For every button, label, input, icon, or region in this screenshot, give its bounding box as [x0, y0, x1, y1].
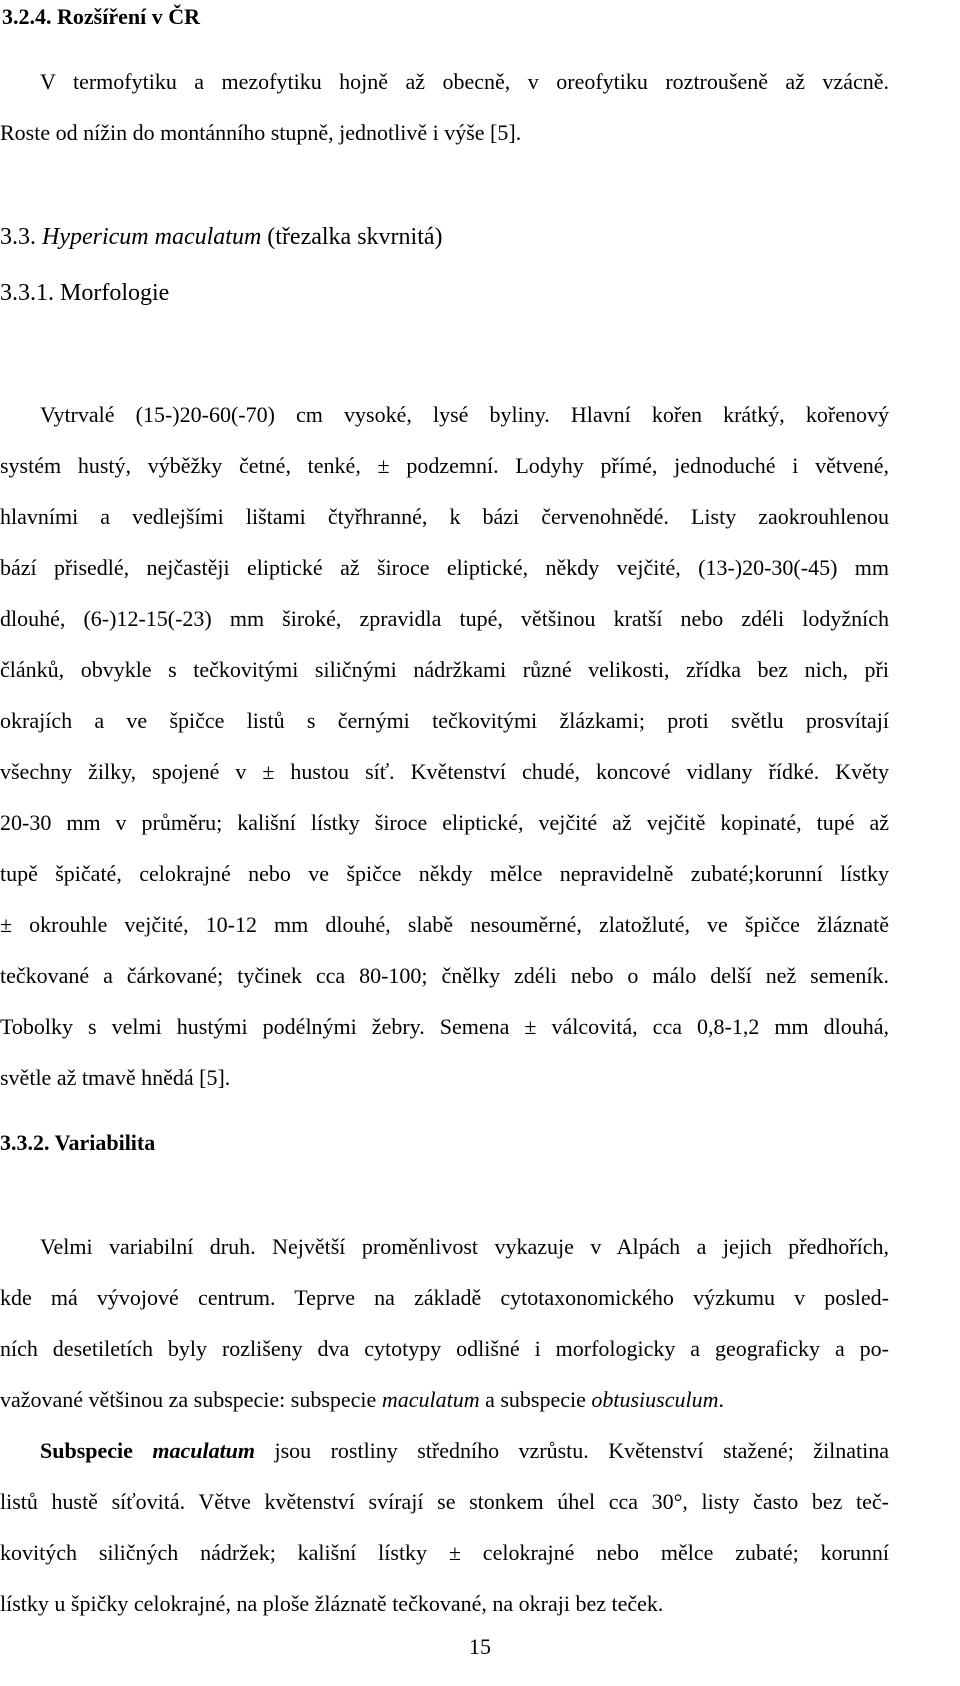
subspecies-label: Subspecie	[40, 1438, 153, 1463]
species-heading-number: 3.3.	[0, 224, 36, 250]
species-latin-name: Hypericum maculatum	[42, 224, 262, 250]
morphology-line-7: okrajích a ve špičce listů s černými tečkovitými žlázkami; proti světlu prosvítají	[0, 708, 889, 733]
morphology-line-9: 20-30 mm v průměru; kališní lístky široce eliptické, vejčité až vejčitě kopinaté, tupé až	[0, 810, 889, 835]
subspecies-line-3: kovitých siličných nádržek; kališní lístky ± celokrajné nebo mělce zubaté; korunní	[0, 1540, 889, 1565]
morphology-line-6: článků, obvykle s tečkovitými siličnými nádržkami různé velikosti, zřídka bez nich, při	[0, 657, 889, 682]
variability-line-1: Velmi variabilní druh. Největší proměnlivost vykazuje v Alpách a jejich předhořích,	[40, 1234, 889, 1259]
variability-line-3: ních desetiletích byly rozlišeny dva cytotypy odlišné i morfologicky a geograficky a po-	[0, 1336, 889, 1361]
morphology-line-5: dlouhé, (6-)12-15(-23) mm široké, zpravidla tupé, většinou kratší nebo zdéli lodyžních	[0, 606, 889, 631]
morphology-line-13: Tobolky s velmi hustými podélnými žebry. Semena ± válcovitá, cca 0,8-1,2 mm dlouhá,	[0, 1014, 889, 1039]
subspecies-name-maculatum: maculatum	[381, 1387, 480, 1412]
section-heading-species	[0, 222, 960, 252]
page-number: 15	[469, 1634, 491, 1659]
subspecies-line-1-text: jsou rostliny středního vzrůstu. Květenství stažené; žilnatina	[255, 1438, 889, 1463]
morphology-line-11: ± okrouhle vejčité, 10-12 mm dlouhé, slabě nesouměrné, zlatožluté, ve špičce žláznatě	[0, 912, 889, 937]
distribution-line-1: V termofytiku a mezofytiku hojně až obecně, v oreofytiku roztroušeně až vzácně.	[40, 69, 889, 94]
variability-line-4	[0, 1385, 960, 1415]
morphology-line-8: všechny žilky, spojené v ± hustou síť. Květenství chudé, koncové vidlany řídké. Květy	[0, 759, 889, 784]
morphology-line-1: Vytrvalé (15-)20-60(-70) cm vysoké, lysé byliny. Hlavní kořen krátký, kořenový	[40, 402, 889, 427]
subspecies-label-name: maculatum	[152, 1438, 256, 1463]
subspecies-line-1	[0, 1436, 889, 1466]
section-heading-variability: 3.3.2. Variabilita	[0, 1130, 156, 1155]
variability-line-4-text-c: a subspecie	[479, 1387, 592, 1412]
morphology-line-2: systém hustý, výběžky četné, tenké, ± podzemní. Lodyhy přímé, jednoduché i větvené,	[0, 453, 889, 478]
variability-line-4-text-e: .	[718, 1387, 724, 1412]
morphology-line-14: světle až tmavě hnědá [5].	[0, 1065, 231, 1090]
species-czech-name: (třezalka skvrnitá)	[267, 224, 443, 250]
variability-line-2: kde má vývojové centrum. Teprve na základě cytotaxonomického výzkumu v posled-	[0, 1285, 889, 1310]
morphology-line-4: bází přisedlé, nejčastěji eliptické až široce eliptické, někdy vejčité, (13-)20-30(-45) mm	[0, 555, 889, 580]
subspecies-line-2: listů hustě síťovitá. Větve květenství svírají se stonkem úhel cca 30°, listy často bez teč-	[0, 1489, 889, 1514]
morphology-line-3: hlavními a vedlejšími lištami čtyřhranné, k bázi červenohnědé. Listy zaokrouhlenou	[0, 504, 889, 529]
morphology-line-10: tupě špičaté, celokrajné nebo ve špičce někdy mělce nepravidelně zubaté;korunní lístky	[0, 861, 889, 886]
variability-line-4-text-a: važované většinou za subspecie: subspecie	[0, 1387, 382, 1412]
section-heading-morphology: 3.3.1. Morfologie	[0, 280, 170, 306]
section-heading-distribution: 3.2.4. Rozšíření v ČR	[2, 4, 200, 29]
subspecies-line-4: lístky u špičky celokrajné, na ploše žláznatě tečkované, na okraji bez teček.	[0, 1591, 664, 1616]
subspecies-name-obtusiusculum: obtusiusculum	[591, 1387, 719, 1412]
morphology-line-12: tečkované a čárkované; tyčinek cca 80-100; čnělky zdéli nebo o málo delší než semeník.	[0, 963, 889, 988]
distribution-line-2: Roste od nížin do montánního stupně, jednotlivě i výše [5].	[0, 120, 522, 145]
